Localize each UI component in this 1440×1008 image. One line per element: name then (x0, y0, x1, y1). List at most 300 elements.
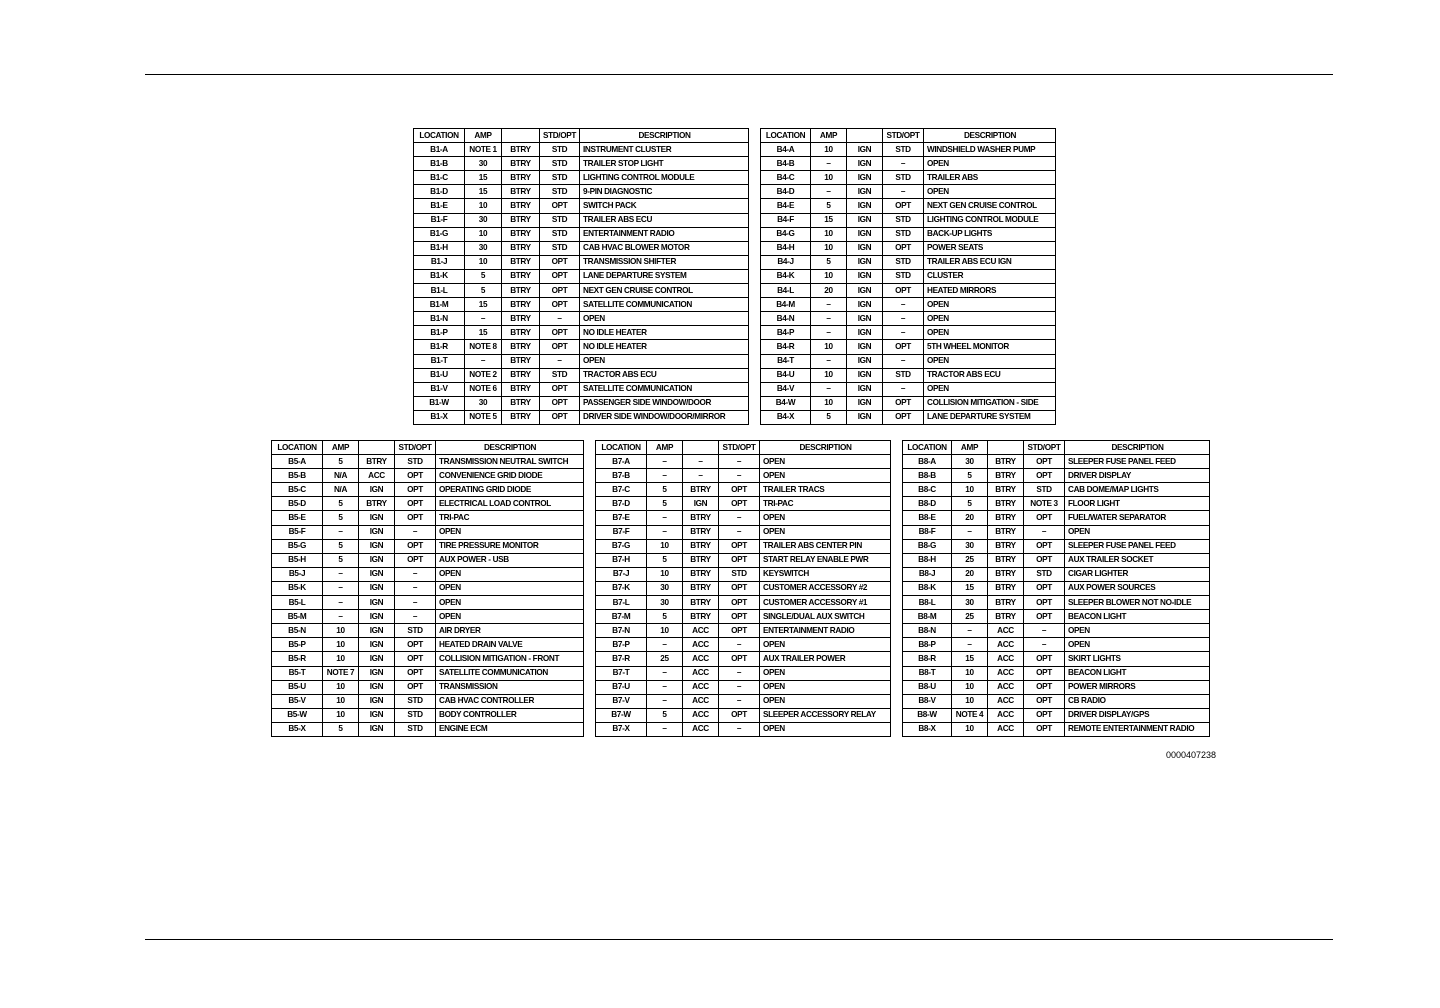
cell-amp: 5 (647, 497, 683, 511)
cell-power: IGN (359, 694, 395, 708)
cell-amp: – (811, 354, 847, 368)
cell-std-opt: OPT (540, 269, 580, 283)
cell-power: IGN (847, 340, 883, 354)
cell-location: B1-L (414, 284, 465, 298)
cell-location: B7-X (596, 722, 647, 736)
cell-std-opt: – (883, 312, 924, 326)
table-row (272, 469, 584, 483)
cell-description: CIGAR LIGHTER (1065, 567, 1210, 581)
table-row (414, 382, 749, 396)
table-row (596, 680, 891, 694)
cell-description: REMOTE ENTERTAINMENT RADIO (1065, 722, 1210, 736)
table-row (596, 610, 891, 624)
cell-amp: – (323, 567, 359, 581)
cell-amp: 30 (952, 455, 988, 469)
cell-location: B5-T (272, 666, 323, 680)
cell-location: B1-A (414, 143, 465, 157)
cell-location: B8-A (903, 455, 952, 469)
cell-std-opt: STD (395, 722, 436, 736)
cell-power: BTRY (988, 483, 1024, 497)
cell-amp: – (323, 581, 359, 595)
cell-location: B1-M (414, 298, 465, 312)
table-row (414, 326, 749, 340)
cell-power: IGN (847, 185, 883, 199)
cell-description: AIR DRYER (436, 624, 584, 638)
table-row (761, 185, 1056, 199)
cell-power: BTRY (683, 581, 719, 595)
table-row (414, 213, 749, 227)
table-row (272, 666, 584, 680)
cell-amp: 10 (465, 199, 502, 213)
cell-location: B4-H (761, 241, 811, 255)
table-row (596, 567, 891, 581)
cell-std-opt: – (719, 680, 760, 694)
cell-location: B7-T (596, 666, 647, 680)
cell-description: CUSTOMER ACCESSORY #1 (760, 596, 891, 610)
cell-amp: 30 (465, 213, 502, 227)
cell-location: B1-J (414, 255, 465, 269)
cell-description: OPEN (760, 694, 891, 708)
table-row (596, 511, 891, 525)
cell-location: B8-F (903, 525, 952, 539)
cell-location: B7-U (596, 680, 647, 694)
header-power (988, 441, 1024, 455)
cell-location: B7-F (596, 525, 647, 539)
cell-description: TRACTOR ABS ECU (580, 368, 749, 382)
header-description: DESCRIPTION (924, 129, 1056, 143)
header-location: LOCATION (414, 129, 465, 143)
cell-power: IGN (847, 368, 883, 382)
cell-power: IGN (847, 312, 883, 326)
cell-amp: – (952, 638, 988, 652)
cell-std-opt: OPT (1024, 581, 1065, 595)
cell-description: LIGHTING CONTROL MODULE (580, 171, 749, 185)
cell-power: IGN (683, 497, 719, 511)
cell-location: B7-K (596, 581, 647, 595)
cell-location: B5-G (272, 539, 323, 553)
cell-location: B4-C (761, 171, 811, 185)
cell-amp: N/A (323, 483, 359, 497)
cell-std-opt: OPT (395, 539, 436, 553)
table-header-row (903, 441, 1210, 455)
fuse-table-b8 (902, 440, 1210, 737)
cell-description: SLEEPER FUSE PANEL FEED (1065, 455, 1210, 469)
cell-std-opt: STD (883, 143, 924, 157)
cell-location: B7-P (596, 638, 647, 652)
cell-power: BTRY (988, 525, 1024, 539)
table-row (903, 511, 1210, 525)
table-row (596, 596, 891, 610)
cell-power: IGN (847, 157, 883, 171)
cell-power: IGN (847, 396, 883, 410)
cell-location: B1-W (414, 396, 465, 410)
cell-location: B1-E (414, 199, 465, 213)
cell-description: ELECTRICAL LOAD CONTROL (436, 497, 584, 511)
cell-std-opt: – (719, 469, 760, 483)
table-row (903, 680, 1210, 694)
cell-location: B8-L (903, 596, 952, 610)
cell-location: B1-C (414, 171, 465, 185)
cell-location: B7-V (596, 694, 647, 708)
cell-location: B5-R (272, 652, 323, 666)
cell-amp: NOTE 1 (465, 143, 502, 157)
cell-power: ACC (988, 624, 1024, 638)
cell-amp: – (465, 312, 502, 326)
cell-amp: 20 (952, 567, 988, 581)
cell-description: START RELAY ENABLE PWR (760, 553, 891, 567)
cell-amp: 10 (811, 396, 847, 410)
cell-amp: 5 (465, 284, 502, 298)
cell-power: IGN (847, 284, 883, 298)
cell-std-opt: – (719, 722, 760, 736)
cell-power: ACC (988, 652, 1024, 666)
table-row (414, 143, 749, 157)
cell-amp: 10 (811, 227, 847, 241)
table-row (903, 469, 1210, 483)
cell-description: OPEN (580, 312, 749, 326)
cell-amp: 20 (811, 284, 847, 298)
cell-location: B8-C (903, 483, 952, 497)
cell-amp: 15 (465, 298, 502, 312)
table-row (596, 708, 891, 722)
cell-description: OPEN (436, 610, 584, 624)
cell-std-opt: OPT (1024, 708, 1065, 722)
cell-location: B1-B (414, 157, 465, 171)
cell-power: – (683, 455, 719, 469)
cell-std-opt: – (540, 312, 580, 326)
cell-power: BTRY (502, 185, 540, 199)
cell-location: B4-K (761, 269, 811, 283)
cell-amp: – (647, 680, 683, 694)
cell-description: NEXT GEN CRUISE CONTROL (924, 199, 1056, 213)
cell-amp: 30 (465, 396, 502, 410)
cell-description: NO IDLE HEATER (580, 326, 749, 340)
table-row (414, 340, 749, 354)
cell-amp: 5 (952, 469, 988, 483)
cell-amp: 15 (952, 652, 988, 666)
cell-amp: 10 (811, 143, 847, 157)
cell-location: B8-J (903, 567, 952, 581)
cell-std-opt: STD (540, 227, 580, 241)
cell-location: B5-P (272, 638, 323, 652)
cell-std-opt: – (883, 185, 924, 199)
cell-std-opt: OPT (395, 469, 436, 483)
cell-location: B7-C (596, 483, 647, 497)
cell-amp: 5 (647, 553, 683, 567)
cell-std-opt: OPT (719, 483, 760, 497)
header-std-opt: STD/OPT (1024, 441, 1065, 455)
cell-location: B4-L (761, 284, 811, 298)
cell-description: OPEN (760, 680, 891, 694)
header-power (683, 441, 719, 455)
table-row (761, 284, 1056, 298)
cell-description: OPEN (760, 525, 891, 539)
cell-location: B1-V (414, 382, 465, 396)
cell-amp: 30 (465, 157, 502, 171)
cell-description: CONVENIENCE GRID DIODE (436, 469, 584, 483)
cell-description: NO IDLE HEATER (580, 340, 749, 354)
table-row (596, 539, 891, 553)
cell-amp: NOTE 5 (465, 410, 502, 424)
cell-location: B8-D (903, 497, 952, 511)
table-row (903, 638, 1210, 652)
cell-location: B5-U (272, 680, 323, 694)
cell-description: SWITCH PACK (580, 199, 749, 213)
cell-amp: NOTE 2 (465, 368, 502, 382)
cell-std-opt: OPT (883, 284, 924, 298)
cell-std-opt: OPT (395, 638, 436, 652)
cell-description: BEACON LIGHT (1065, 610, 1210, 624)
cell-amp: 25 (952, 610, 988, 624)
table-row (903, 596, 1210, 610)
header-location: LOCATION (596, 441, 647, 455)
cell-description: FUEL/WATER SEPARATOR (1065, 511, 1210, 525)
cell-power: ACC (683, 694, 719, 708)
cell-location: B5-B (272, 469, 323, 483)
cell-power: IGN (847, 410, 883, 424)
cell-location: B7-W (596, 708, 647, 722)
table-row (761, 171, 1056, 185)
cell-power: BTRY (502, 255, 540, 269)
cell-location: B7-B (596, 469, 647, 483)
cell-std-opt: OPT (1024, 596, 1065, 610)
cell-location: B7-E (596, 511, 647, 525)
cell-amp: 5 (811, 410, 847, 424)
cell-std-opt: OPT (883, 241, 924, 255)
cell-std-opt: STD (883, 227, 924, 241)
cell-location: B8-P (903, 638, 952, 652)
cell-std-opt: OPT (719, 708, 760, 722)
cell-std-opt: OPT (883, 396, 924, 410)
cell-description: BODY CONTROLLER (436, 708, 584, 722)
table-header-row (272, 441, 584, 455)
cell-power: BTRY (988, 581, 1024, 595)
cell-power: IGN (359, 567, 395, 581)
cell-power: IGN (359, 722, 395, 736)
table-row (596, 722, 891, 736)
table-row (761, 354, 1056, 368)
cell-amp: – (323, 610, 359, 624)
cell-amp: – (811, 382, 847, 396)
cell-location: B8-N (903, 624, 952, 638)
cell-description: BEACON LIGHT (1065, 666, 1210, 680)
cell-description: TRI-PAC (436, 511, 584, 525)
cell-std-opt: – (719, 666, 760, 680)
cell-amp: – (647, 666, 683, 680)
cell-description: TRAILER STOP LIGHT (580, 157, 749, 171)
cell-description: POWER MIRRORS (1065, 680, 1210, 694)
cell-power: ACC (683, 666, 719, 680)
cell-description: OPEN (924, 185, 1056, 199)
cell-std-opt: STD (883, 171, 924, 185)
cell-power: – (683, 469, 719, 483)
header-amp: AMP (647, 441, 683, 455)
table-row (414, 199, 749, 213)
cell-amp: 30 (465, 241, 502, 255)
cell-power: BTRY (683, 553, 719, 567)
cell-std-opt: OPT (719, 652, 760, 666)
cell-amp: 10 (647, 539, 683, 553)
cell-power: BTRY (502, 227, 540, 241)
cell-location: B4-W (761, 396, 811, 410)
cell-power: ACC (683, 680, 719, 694)
table-row (596, 525, 891, 539)
cell-std-opt: STD (395, 455, 436, 469)
cell-amp: 10 (323, 638, 359, 652)
cell-power: BTRY (359, 497, 395, 511)
cell-power: BTRY (502, 340, 540, 354)
cell-std-opt: NOTE 3 (1024, 497, 1065, 511)
cell-description: OPEN (1065, 638, 1210, 652)
table-row (272, 694, 584, 708)
table-row (903, 525, 1210, 539)
cell-power: BTRY (683, 610, 719, 624)
cell-amp: 5 (323, 539, 359, 553)
cell-power: IGN (359, 652, 395, 666)
cell-std-opt: – (883, 326, 924, 340)
cell-amp: 10 (323, 694, 359, 708)
cell-power: ACC (988, 666, 1024, 680)
cell-power: ACC (683, 638, 719, 652)
fuse-table-b1 (413, 128, 749, 425)
table-row (903, 497, 1210, 511)
table-row (903, 455, 1210, 469)
cell-description: AUX TRAILER SOCKET (1065, 553, 1210, 567)
cell-location: B5-V (272, 694, 323, 708)
cell-power: BTRY (502, 157, 540, 171)
cell-description: OPEN (436, 567, 584, 581)
table-row (903, 624, 1210, 638)
cell-amp: 10 (952, 694, 988, 708)
cell-std-opt: OPT (1024, 652, 1065, 666)
cell-description: LIGHTING CONTROL MODULE (924, 213, 1056, 227)
cell-description: TRANSMISSION NEUTRAL SWITCH (436, 455, 584, 469)
table-row (414, 312, 749, 326)
table-row (272, 539, 584, 553)
cell-std-opt: OPT (1024, 469, 1065, 483)
cell-std-opt: OPT (719, 553, 760, 567)
table-row (903, 722, 1210, 736)
cell-amp: 10 (647, 624, 683, 638)
cell-description: SKIRT LIGHTS (1065, 652, 1210, 666)
cell-location: B4-X (761, 410, 811, 424)
cell-description: COLLISION MITIGATION - FRONT (436, 652, 584, 666)
cell-power: IGN (359, 638, 395, 652)
cell-location: B8-W (903, 708, 952, 722)
cell-location: B8-K (903, 581, 952, 595)
cell-std-opt: – (1024, 624, 1065, 638)
cell-amp: – (465, 354, 502, 368)
table-row (272, 680, 584, 694)
table-row (596, 581, 891, 595)
cell-std-opt: STD (540, 241, 580, 255)
cell-std-opt: OPT (1024, 666, 1065, 680)
cell-power: IGN (359, 581, 395, 595)
cell-description: 9-PIN DIAGNOSTIC (580, 185, 749, 199)
cell-description: CAB HVAC BLOWER MOTOR (580, 241, 749, 255)
cell-power: IGN (847, 382, 883, 396)
table-row (596, 652, 891, 666)
cell-std-opt: OPT (883, 340, 924, 354)
cell-location: B7-N (596, 624, 647, 638)
cell-power: BTRY (988, 497, 1024, 511)
cell-amp: 30 (647, 596, 683, 610)
table-row (761, 143, 1056, 157)
cell-description: OPEN (924, 157, 1056, 171)
cell-amp: – (811, 326, 847, 340)
cell-power: BTRY (683, 511, 719, 525)
table-row (596, 483, 891, 497)
cell-power: IGN (359, 539, 395, 553)
cell-amp: NOTE 4 (952, 708, 988, 722)
cell-std-opt: OPT (719, 539, 760, 553)
cell-std-opt: STD (883, 368, 924, 382)
cell-description: SINGLE/DUAL AUX SWITCH (760, 610, 891, 624)
fuse-table-b7 (595, 440, 891, 737)
table-row (272, 722, 584, 736)
cell-location: B1-K (414, 269, 465, 283)
cell-power: ACC (683, 652, 719, 666)
cell-power: IGN (359, 624, 395, 638)
table-row (414, 354, 749, 368)
cell-std-opt: – (719, 455, 760, 469)
cell-power: BTRY (988, 511, 1024, 525)
cell-amp: 5 (811, 255, 847, 269)
cell-std-opt: STD (395, 694, 436, 708)
cell-location: B7-G (596, 539, 647, 553)
cell-amp: 15 (465, 326, 502, 340)
cell-description: OPERATING GRID DIODE (436, 483, 584, 497)
cell-std-opt: – (395, 567, 436, 581)
cell-description: NEXT GEN CRUISE CONTROL (580, 284, 749, 298)
header-power (359, 441, 395, 455)
cell-location: B5-K (272, 581, 323, 595)
cell-std-opt: OPT (395, 680, 436, 694)
table-row (761, 410, 1056, 424)
cell-power: IGN (359, 553, 395, 567)
cell-amp: 10 (811, 269, 847, 283)
table-row (414, 284, 749, 298)
cell-location: B1-X (414, 410, 465, 424)
table-row (596, 624, 891, 638)
cell-amp: 5 (647, 610, 683, 624)
cell-location: B8-E (903, 511, 952, 525)
table-row (272, 708, 584, 722)
cell-power: BTRY (502, 171, 540, 185)
cell-power: BTRY (502, 143, 540, 157)
cell-amp: N/A (323, 469, 359, 483)
top-rule (145, 74, 1333, 75)
header-std-opt: STD/OPT (883, 129, 924, 143)
table-row (761, 312, 1056, 326)
cell-power: BTRY (502, 213, 540, 227)
cell-amp: – (952, 624, 988, 638)
table-row (414, 241, 749, 255)
table-row (596, 553, 891, 567)
cell-amp: 10 (952, 483, 988, 497)
cell-std-opt: – (1024, 638, 1065, 652)
table-row (414, 185, 749, 199)
cell-power: BTRY (359, 455, 395, 469)
cell-location: B5-N (272, 624, 323, 638)
cell-location: B5-F (272, 525, 323, 539)
cell-power: BTRY (988, 553, 1024, 567)
cell-power: IGN (359, 525, 395, 539)
cell-amp: – (323, 525, 359, 539)
cell-description: AUX POWER - USB (436, 553, 584, 567)
cell-amp: – (647, 469, 683, 483)
cell-amp: – (647, 638, 683, 652)
